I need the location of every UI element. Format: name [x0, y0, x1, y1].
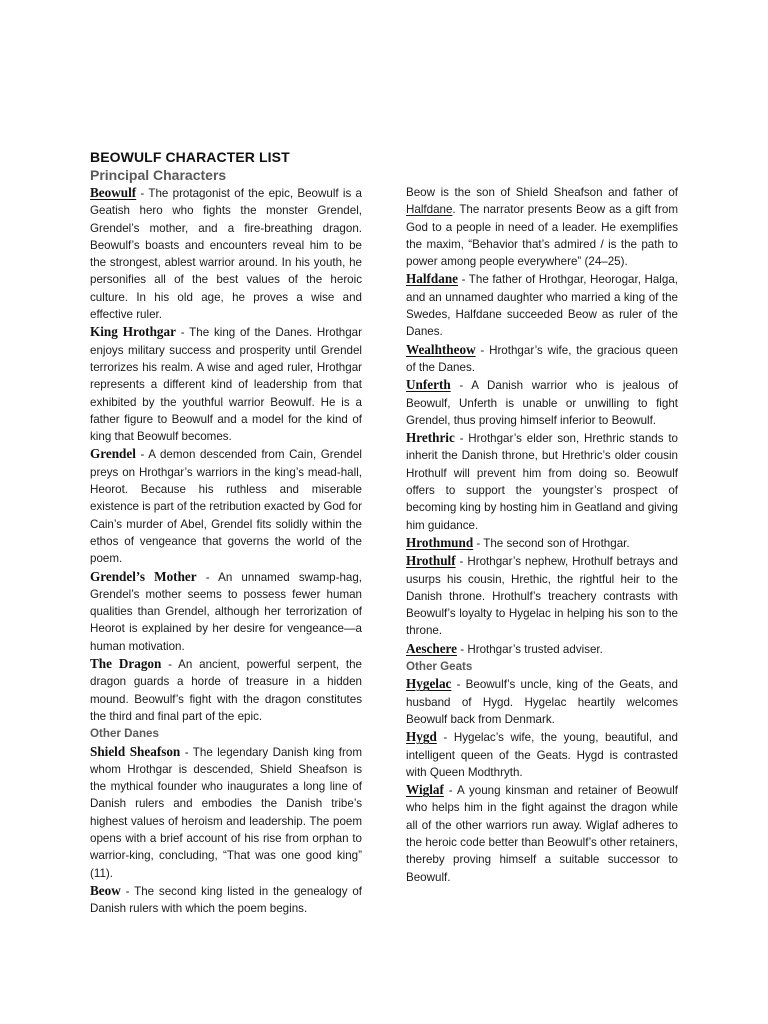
entry-text: - Hygelac’s wife, the young, beautiful, and intelligent queen of the Geats. Hygd is contrasted with Queen Modthryth.: [406, 731, 678, 779]
term-hygd: Hygd: [406, 729, 437, 745]
entry-text: - Hrothgar’s nephew, Hrothulf betrays and usurps his cousin, Hrethic, the rightful heir to the Danish throne. Hrothulf’s treachery contrasts with Beowulf’s loyalty to Hygelac in helping his son to the throne.: [406, 555, 678, 638]
term-aeschere: Aeschere: [406, 640, 458, 656]
term-hrothulf: Hrothulf: [406, 553, 456, 569]
entry-halfdane: [406, 270, 678, 340]
entry-hrethric: [406, 429, 678, 534]
entry-text: - A Danish warrior who is jealous of Beowulf, Unferth is unable or unwilling to fight Grendel, thus proving himself inferior to Beowulf.: [406, 379, 678, 427]
entry-hrothgar: [90, 323, 362, 445]
entry-unferth: [406, 376, 678, 429]
entry-hrothulf: [406, 552, 678, 639]
entry-hrothmund: [406, 534, 678, 552]
entry-text: - Hrothgar’s elder son, Hrethric stands to inherit the Danish throne, but Hrethric’s older cousin Hrothulf will prevent him from doing so. Beowulf offers to support the youngster’s prospect of becoming king by hosting him in Geatland and giving him guidance.: [406, 432, 678, 532]
entry-text: - The father of Hrothgar, Heorogar, Halga, and an unnamed daughter who married a king of the Swedes, Halfdane succeeded Beow as ruler of the Danes.: [406, 273, 678, 339]
entry-grendel: [90, 445, 362, 567]
term-hrothgar: King Hrothgar: [90, 324, 176, 340]
term-hygelac: Hygelac: [406, 676, 452, 692]
term-dragon: The Dragon: [90, 656, 162, 672]
entry-hygelac: [406, 675, 678, 728]
entry-text: . The narrator presents Beow as a gift from God to a people in need of a leader. He exemplifies the maxim, “Behavior that’s admired / is the path to power among people everywhere” (24–25).: [406, 203, 678, 269]
section-heading-other-danes: Other Danes: [90, 727, 159, 741]
section-heading-other-geats: Other Geats: [406, 660, 473, 674]
entry-text: - An ancient, powerful serpent, the dragon guards a horde of treasure in a hidden mound. Beowulf’s fight with the dragon constitutes the third and final part of the epic.: [90, 658, 362, 723]
entry-shield-sheafson: [90, 743, 362, 882]
entry-dragon: [90, 655, 362, 725]
term-beowulf: Beowulf: [90, 185, 137, 200]
term-unferth: Unferth: [406, 377, 451, 393]
entry-text: - The legendary Danish king from whom Hrothgar is descended, Shield Sheafson is the mythical founder who inaugurates a long line of Danish rulers and embodies the Danish tribe’s highest values of heroism and leadership. The poem opens with a brief account of his rise from orphan to warrior-king, concluding, “That was one good king” (11).: [90, 745, 362, 880]
entry-text: Beow is the son of Shield Sheafson and father of: [406, 186, 678, 199]
entry-beow: [90, 882, 362, 918]
entry-beowulf: [90, 184, 362, 323]
entry-text: - The second king listed in the genealogy of Danish rulers with which the poem begins.: [90, 884, 362, 916]
entry-wiglaf: [406, 781, 678, 886]
term-hrethric: Hrethric: [406, 430, 455, 446]
left-column: [90, 184, 362, 917]
right-column: [406, 184, 678, 886]
entry-text: - Hrothgar’s wife, the gracious queen of the Danes.: [406, 343, 678, 374]
term-grendel: Grendel: [90, 446, 136, 462]
entry-text: - Hrothgar’s trusted adviser.: [457, 642, 603, 656]
entry-aeschere: [406, 640, 678, 658]
halfdane-reference: Halfdane: [406, 203, 453, 217]
term-hrothmund: Hrothmund: [406, 534, 474, 550]
entry-text: - An unnamed swamp-hag, Grendel’s mother seems to possess fewer human qualities than Grendel, although her terrorization of Heorot is explained by her desire for vengeance—a human motivation.: [90, 570, 363, 653]
entry-text: - Beowulf’s uncle, king of the Geats, and husband of Hygd. Hygelac heartily welcomes Beowulf back from Denmark.: [406, 678, 678, 726]
entry-text: - The king of the Danes. Hrothgar enjoys military success and prosperity until Grendel terrorizes his realm. A wise and aged ruler, Hrothgar represents a different kind of leadership from that exhibited by the youthful warrior Beowulf. He is a father figure to Beowulf and a model for the kind of king that Beowulf becomes.: [90, 326, 362, 444]
entry-text: - A young kinsman and retainer of Beowulf who helps him in the fight against the dragon while all of the other warriors run away. Wiglaf adheres to the heroic code better than Beowulf’s other retainers, thereby proving himself a suitable successor to Beowulf.: [406, 784, 678, 884]
entry-wealhtheow: [406, 341, 678, 377]
entry-text: - The protagonist of the epic, Beowulf is a Geatish hero who fights the monster Grendel, Grendel’s mother, and a fire-breathing dragon. Beowulf’s boasts and encounters reveal him to be the strongest, ablest warrior around. In his youth, he personifies all of the best values of the heroic culture. In his old age, he proves a wise and effective ruler.: [90, 187, 362, 322]
term-beow: Beow: [90, 882, 121, 898]
term-halfdane: Halfdane: [406, 271, 459, 287]
section-heading-principal-characters: Principal Characters: [90, 167, 227, 183]
term-wealhtheow: Wealhtheow: [406, 341, 476, 357]
term-shield-sheafson: Shield Sheafson: [90, 743, 181, 759]
entry-text: - The second son of Hrothgar.: [473, 536, 630, 550]
entry-beow-continued: [406, 184, 678, 270]
entry-hygd: [406, 728, 678, 781]
term-grendels-mother: Grendel’s Mother: [90, 568, 197, 584]
term-wiglaf: Wiglaf: [406, 782, 444, 798]
entry-grendels-mother: [90, 568, 362, 655]
document-title: BEOWULF CHARACTER LIST: [90, 149, 290, 165]
entry-text: - A demon descended from Cain, Grendel preys on Hrothgar’s warriors in the king’s mead-hall, Heorot. Because his ruthless and miserable existence is part of the retribution exacted by God for Cain’s murder of Abel, Grendel fits solidly within the ethos of vengeance that governs the world of the poem.: [90, 448, 362, 566]
